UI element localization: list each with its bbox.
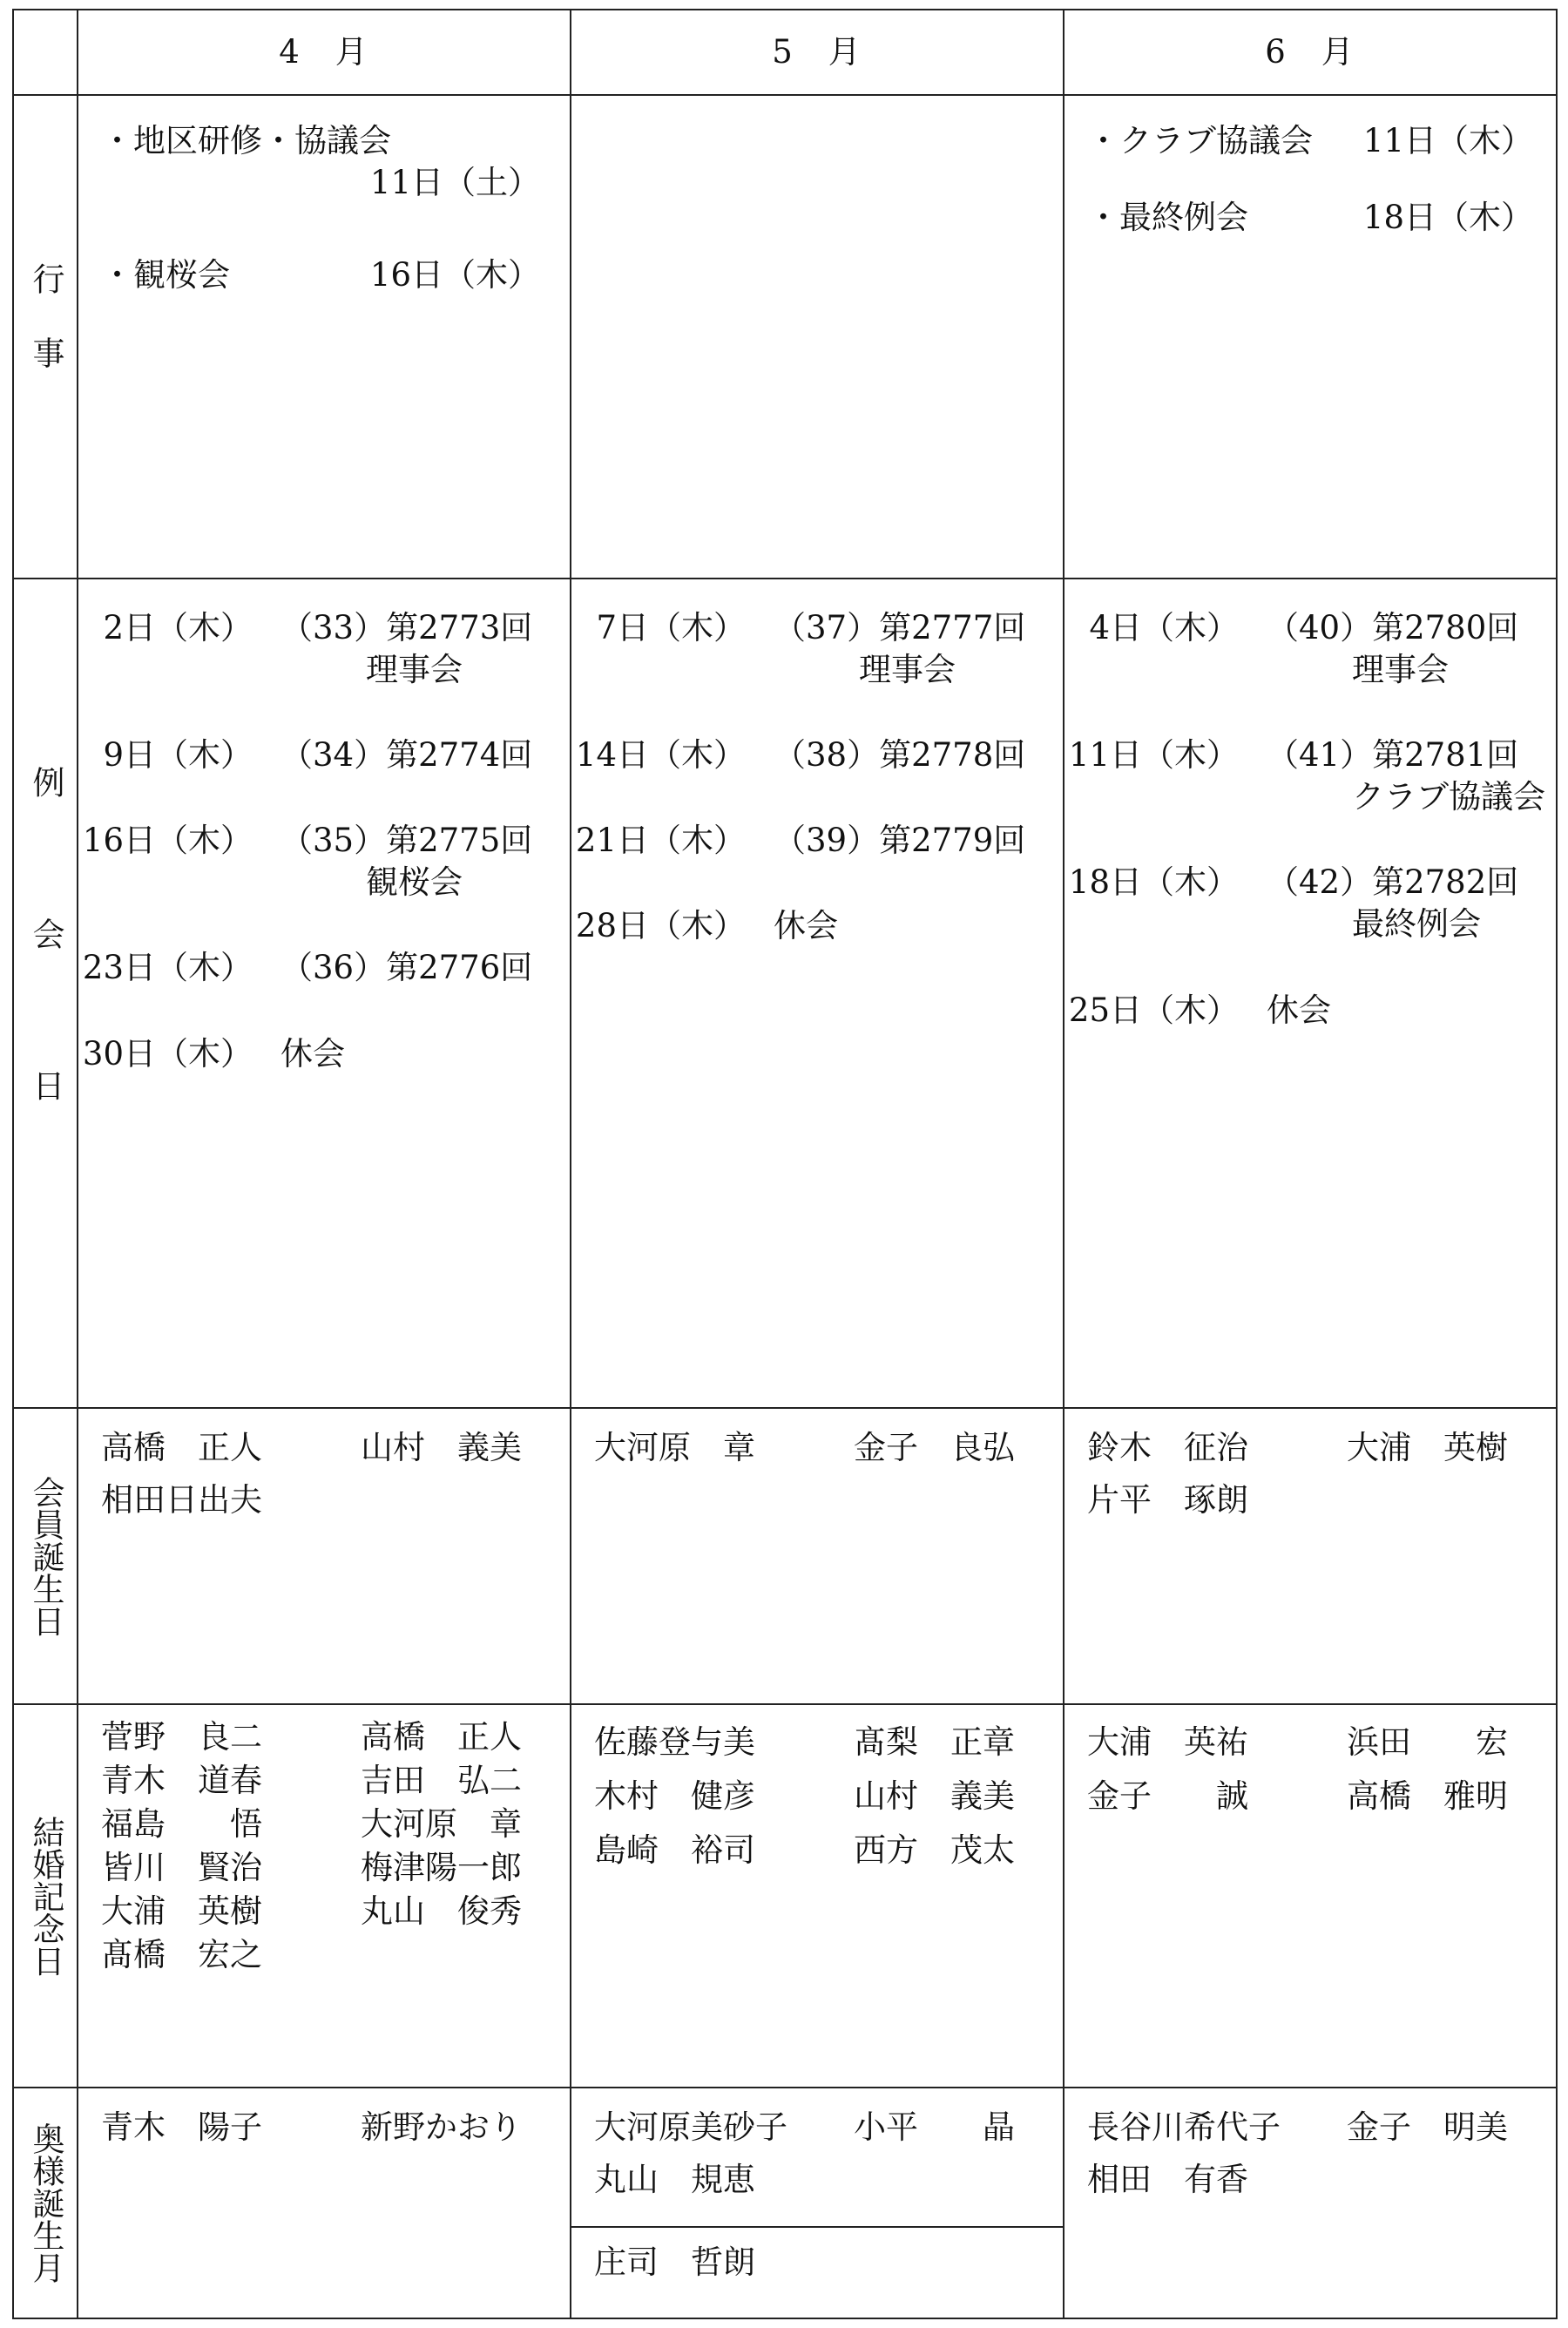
meeting-note: クラブ協議会: [1352, 778, 1545, 816]
spouse-name: 大河原美砂子: [594, 2108, 787, 2146]
name-row: [1087, 2158, 1542, 2202]
meeting-item: [571, 607, 1040, 691]
member-name: 大浦 英祐: [1087, 1723, 1248, 1761]
member-name: 大浦 英樹: [1347, 1429, 1508, 1466]
name-row: [594, 2158, 1049, 2202]
event-item: [1087, 197, 1533, 239]
month-label-june: 6 月: [1265, 32, 1355, 71]
month-label-may: 5 月: [772, 32, 862, 71]
name-row: [1087, 1721, 1542, 1764]
meeting-closed: 休会: [1267, 991, 1331, 1029]
name-row: [594, 1775, 1049, 1818]
spouse-name: 小平 晶: [854, 2108, 1015, 2146]
meeting-number: （40）第2780回: [1267, 609, 1519, 646]
member-name: 山村 義美: [361, 1429, 522, 1466]
meeting-date: 2日（木）: [103, 609, 253, 646]
name-row: [594, 1426, 1049, 1470]
meeting-item: [571, 820, 1040, 862]
meeting-note: 理事会: [859, 651, 956, 689]
spouse-name: 庄司 哲朗: [594, 2243, 755, 2281]
anniversaries-april-cell: [78, 1704, 571, 2088]
member-birthdays-row: [13, 1408, 1557, 1704]
event-item: [101, 254, 547, 296]
meeting-note: 理事会: [1352, 651, 1449, 689]
meeting-date: 21日（木）: [575, 822, 746, 860]
schedule-table: [12, 9, 1558, 2319]
name-row: [101, 1479, 556, 1522]
member-name: 金子 誠: [1087, 1776, 1248, 1815]
member-name: 木村 健彦: [594, 1776, 755, 1815]
name-row: [594, 2106, 1049, 2149]
name-row: [101, 1759, 556, 1803]
row-label-cell-events: [13, 95, 78, 579]
row-label-anniversaries: 結婚記念日: [27, 1815, 65, 1977]
meeting-item: [78, 734, 547, 776]
row-label-cell-anniversaries: [13, 1704, 78, 2088]
spouse-birthdays-may-main: [571, 2088, 1063, 2228]
month-label-april: 4 月: [279, 32, 369, 71]
member-name: 梅津陽一郎: [361, 1848, 522, 1886]
meeting-item: [1064, 862, 1533, 945]
event-title: ・地区研修・協議会: [101, 122, 391, 159]
meeting-date: 18日（木）: [1068, 863, 1239, 902]
row-label-meetings: 例会日: [27, 766, 65, 1221]
meeting-item: [571, 905, 1040, 947]
meeting-date: 4日（木）: [1089, 609, 1239, 646]
row-label-member-birthdays: 会員誕生日: [27, 1475, 65, 1637]
name-row: [101, 1426, 556, 1470]
meeting-note: 理事会: [366, 651, 463, 689]
member-name: 青木 道春: [101, 1761, 262, 1799]
name-row: [101, 1890, 556, 1933]
name-row: [1087, 2106, 1542, 2149]
meeting-item: [78, 607, 547, 691]
member-birthdays-april-cell: [78, 1408, 571, 1704]
events-row: [13, 95, 1557, 579]
member-name: 髙橋 宏之: [101, 1935, 262, 1973]
month-header-may: [571, 10, 1064, 95]
meeting-closed: 休会: [774, 907, 838, 945]
member-name: 菅野 良二: [101, 1718, 262, 1756]
events-april-cell: [78, 95, 571, 579]
member-name: 高橋 正人: [361, 1718, 522, 1756]
spouse-name: 金子 明美: [1347, 2108, 1508, 2146]
member-name: 高橋 雅明: [1347, 1776, 1508, 1815]
row-label-cell-meetings: [13, 579, 78, 1408]
name-row: [101, 1933, 556, 1977]
meeting-item: [1064, 990, 1533, 1032]
meetings-april-cell: [78, 579, 571, 1408]
anniversaries-june-cell: [1064, 1704, 1557, 2088]
month-header-april: [78, 10, 571, 95]
member-name: 片平 琢朗: [1087, 1480, 1248, 1519]
event-title: ・観桜会: [101, 256, 230, 294]
meeting-number: （39）第2779回: [774, 822, 1026, 860]
member-name: 髙梨 正章: [854, 1723, 1015, 1761]
spouse-birthdays-may-cell: [571, 2088, 1064, 2318]
event-title: ・クラブ協議会: [1087, 122, 1313, 159]
meeting-item: [78, 1033, 547, 1075]
name-row: [1087, 1426, 1542, 1470]
row-label-cell-spouse-birthdays: [13, 2088, 78, 2318]
meeting-note: 観桜会: [366, 863, 463, 902]
spouse-birthdays-may-extra: [571, 2228, 1063, 2284]
member-name: 吉田 弘二: [361, 1761, 522, 1799]
name-row: [101, 1803, 556, 1846]
event-date: 18日（木）: [1362, 199, 1533, 237]
meeting-number: （34）第2774回: [280, 736, 533, 775]
meeting-number: （35）第2775回: [280, 822, 533, 860]
spouse-name: 青木 陽子: [101, 2108, 262, 2146]
meeting-closed: 休会: [280, 1034, 345, 1073]
meeting-number: （38）第2778回: [774, 736, 1026, 775]
member-name: 鈴木 征治: [1087, 1429, 1248, 1466]
month-header-row: [13, 10, 1557, 95]
header-corner-cell: [13, 10, 78, 95]
member-name: 山村 義美: [854, 1776, 1015, 1815]
name-row: [594, 1829, 1049, 1872]
meetings-may-cell: [571, 579, 1064, 1408]
spouse-birthdays-row: [13, 2088, 1557, 2318]
member-name: 大河原 章: [361, 1804, 522, 1843]
meeting-date: 28日（木）: [575, 907, 746, 945]
meeting-date: 7日（木）: [596, 609, 746, 646]
meeting-date: 9日（木）: [103, 736, 253, 775]
member-birthdays-june-cell: [1064, 1408, 1557, 1704]
name-row: [594, 1721, 1049, 1764]
meeting-number: （36）第2776回: [280, 949, 533, 987]
anniversaries-may-cell: [571, 1704, 1064, 2088]
event-date: 11日（土）: [369, 164, 540, 202]
row-label-events: 行事: [27, 262, 65, 411]
member-name: 丸山 俊秀: [361, 1892, 522, 1930]
member-name: 金子 良弘: [854, 1429, 1015, 1466]
member-birthdays-may-cell: [571, 1408, 1064, 1704]
events-may-cell: [571, 95, 1064, 579]
member-name: 福島 悟: [101, 1804, 262, 1843]
meeting-note: 最終例会: [1352, 905, 1481, 944]
meeting-item: [1064, 607, 1533, 691]
name-row: [101, 2106, 556, 2149]
spouse-name: 長谷川希代子: [1087, 2108, 1281, 2146]
meeting-date: 23日（木）: [82, 949, 253, 987]
meeting-date: 11日（木）: [1068, 736, 1239, 775]
month-header-june: [1064, 10, 1557, 95]
member-name: 皆川 賢治: [101, 1848, 262, 1886]
member-name: 佐藤登与美: [594, 1723, 755, 1761]
row-label-cell-member-birthdays: [13, 1408, 78, 1704]
meeting-date: 14日（木）: [575, 736, 746, 775]
meetings-june-cell: [1064, 579, 1557, 1408]
row-label-spouse-birthdays: 奥様誕生月: [27, 2122, 65, 2284]
spouse-birthdays-april-cell: [78, 2088, 571, 2318]
meeting-item: [78, 947, 547, 989]
meeting-number: （41）第2781回: [1267, 736, 1519, 775]
member-name: 島崎 裕司: [594, 1831, 755, 1869]
member-name: 高橋 正人: [101, 1429, 262, 1466]
member-name: 大浦 英樹: [101, 1892, 262, 1930]
meeting-item: [1064, 734, 1545, 818]
meeting-number: （37）第2777回: [774, 609, 1026, 646]
spouse-name: 新野かおり: [361, 2108, 522, 2146]
member-name: 相田日出夫: [101, 1480, 262, 1519]
member-name: 大河原 章: [594, 1429, 755, 1466]
meeting-date: 25日（木）: [1068, 991, 1239, 1029]
name-row: [101, 1846, 556, 1890]
name-row: [101, 1716, 556, 1759]
meeting-date: 30日（木）: [82, 1034, 253, 1073]
event-item: [1087, 120, 1533, 162]
meeting-item: [571, 734, 1040, 776]
events-june-cell: [1064, 95, 1557, 579]
name-row: [1087, 1479, 1542, 1522]
event-date: 16日（木）: [369, 256, 540, 294]
meeting-number: （33）第2773回: [280, 609, 533, 646]
meetings-row: [13, 579, 1557, 1408]
spouse-name: 相田 有香: [1087, 2160, 1248, 2198]
event-title: ・最終例会: [1087, 199, 1248, 237]
meeting-item: [78, 820, 547, 903]
event-date: 11日（木）: [1362, 122, 1533, 159]
meeting-date: 16日（木）: [82, 822, 253, 860]
spouse-birthdays-june-cell: [1064, 2088, 1557, 2318]
anniversaries-row: [13, 1704, 1557, 2088]
name-row: [1087, 1775, 1542, 1818]
spouse-name: 丸山 規恵: [594, 2160, 755, 2198]
member-name: 浜田 宏: [1347, 1723, 1508, 1761]
member-name: 西方 茂太: [854, 1831, 1015, 1869]
meeting-number: （42）第2782回: [1267, 863, 1519, 902]
